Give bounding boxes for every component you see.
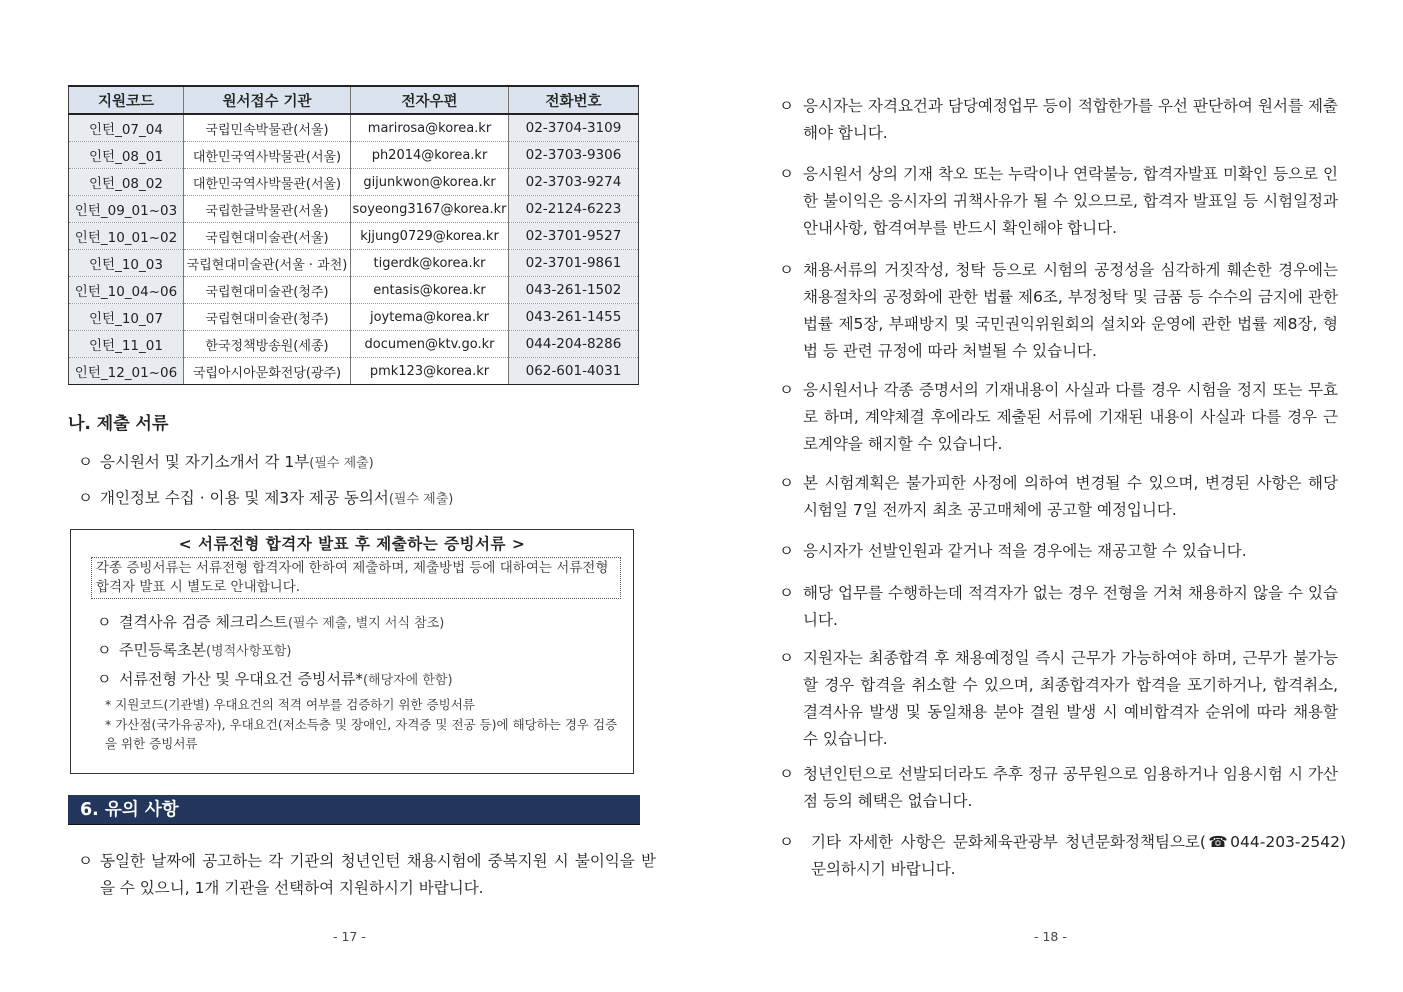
bullet-icon: ㅇ xyxy=(779,649,794,667)
cell-agency: 국립아시아문화전당(광주) xyxy=(184,358,351,385)
notice-item xyxy=(779,161,1338,242)
notice-item-text: 응시자는 자격요건과 담당예정업무 등이 적합한가를 우선 판단하여 원서를 제출해야 합니다. xyxy=(803,97,1338,142)
cell-phone: 02-3703-9274 xyxy=(509,169,639,196)
bullet-icon: ㅇ xyxy=(779,165,794,183)
evidence-box xyxy=(70,529,634,774)
cell-email: ph2014@korea.kr xyxy=(351,142,509,169)
cell-code: 인턴_07_04 xyxy=(69,114,184,142)
cell-code: 인턴_10_04~06 xyxy=(69,277,184,304)
bullet-icon: ㅇ xyxy=(779,833,794,851)
notice-item xyxy=(779,580,1338,634)
cell-phone: 043-261-1502 xyxy=(509,277,639,304)
table-row xyxy=(69,331,639,358)
notice-item-text: 청년인턴으로 선발되더라도 추후 정규 공무원으로 임용하거나 임용시험 시 가산점 등의 혜택은 없습니다. xyxy=(803,765,1338,810)
bullet-icon: ㅇ xyxy=(97,641,112,659)
cell-agency: 대한민국역사박물관(서울) xyxy=(184,169,351,196)
notice-item xyxy=(779,257,1338,365)
evidence-item-note: (해당자에 한함) xyxy=(362,673,453,688)
bullet-icon: ㅇ xyxy=(779,584,794,602)
bullet-icon: ㅇ xyxy=(78,489,93,507)
evidence-footnote-2: * 가산점(국가유공자), 우대요건(저소득층 및 장애인, 자격증 및 전공 등)에 해당하는 경우 검증을 위한 증빙서류 xyxy=(105,717,618,751)
cell-agency: 국립현대미술관(서울) xyxy=(184,223,351,250)
table-header-row xyxy=(69,86,639,114)
table-row xyxy=(69,250,639,277)
cell-agency: 한국정책방송원(세종) xyxy=(184,331,351,358)
evidence-item-text: 서류전형 가산 및 우대요건 증빙서류* xyxy=(119,670,363,688)
bullet-icon: ㅇ xyxy=(779,765,794,783)
evidence-item-1 xyxy=(97,611,444,632)
notice-item-text: 채용서류의 거짓작성, 청탁 등으로 시험의 공정성을 심각하게 훼손한 경우에는 채용절차의 공정화에 관한 법률 제6조, 부정청탁 및 금품 등 수수의 금지에 관한 법률 제5장, 부패방지 및 국민권익위원회의 설치와 운영에 관한 법률 제8장, 형법 등 관련 규정에 따라 처벌될 수 있습니다. xyxy=(803,261,1338,360)
bullet-icon: ㅇ xyxy=(78,453,93,471)
cell-code: 인턴_09_01~03 xyxy=(69,196,184,223)
cell-code: 인턴_12_01~06 xyxy=(69,358,184,385)
cell-code: 인턴_10_03 xyxy=(69,250,184,277)
header-phone: 전화번호 xyxy=(509,86,639,114)
notice-item-text: 기타 자세한 사항은 문화체육관광부 청년문화정책팀으로(☎044-203-2542) 문의하시기 바랍니다. xyxy=(811,833,1346,878)
cell-agency: 대한민국역사박물관(서울) xyxy=(184,142,351,169)
cell-code: 인턴_11_01 xyxy=(69,331,184,358)
submit-item-note: (필수 제출) xyxy=(309,456,374,471)
table-row xyxy=(69,277,639,304)
table-row xyxy=(69,196,639,223)
cell-agency: 국립현대미술관(청주) xyxy=(184,277,351,304)
cell-agency: 국립현대미술관(서울 · 과천) xyxy=(184,250,351,277)
bullet-icon: ㅇ xyxy=(97,613,112,631)
notice-item xyxy=(779,538,1338,565)
cell-code: 인턴_08_01 xyxy=(69,142,184,169)
notice-item-text: 지원자는 최종합격 후 채용예정일 즉시 근무가 가능하여야 하며, 근무가 불가능할 경우 합격을 취소할 수 있으며, 최종합격자가 합격을 포기하거나, 합격취소, 결격사유 발생 및 동일채용 분야 결원 발생 시 예비합격자 순위에 따라 채용할 수 있습니다. xyxy=(803,649,1338,748)
cell-email: joytema@korea.kr xyxy=(351,304,509,331)
bullet-icon: ㅇ xyxy=(78,852,93,870)
cell-email: pmk123@korea.kr xyxy=(351,358,509,385)
evidence-box-title: < 서류전형 합격자 발표 후 제출하는 증빙서류 > xyxy=(178,535,526,553)
evidence-item-2 xyxy=(97,639,291,660)
notice-item xyxy=(779,761,1338,815)
notice-item-text: 응시원서나 각종 증명서의 기재내용이 사실과 다를 경우 시험을 정지 또는 무효로 하며, 계약체결 후에라도 제출된 서류에 기재된 내용이 사실과 다를 경우 근로계약을 해지할 수 있습니다. xyxy=(803,381,1338,453)
evidence-item-text: 결격사유 검증 체크리스트 xyxy=(119,613,288,631)
page-number-17: - 17 - xyxy=(333,929,366,944)
submit-item-1 xyxy=(78,450,374,472)
notice-item-text: 해당 업무를 수행하는데 적격자가 없는 경우 전형을 거쳐 채용하지 않을 수 있습니다. xyxy=(803,584,1338,629)
evidence-item-3 xyxy=(97,668,453,689)
section6-text: 동일한 날짜에 공고하는 각 기관의 청년인턴 채용시험에 중복지원 시 불이익을 받을 수 있으니, 1개 기관을 선택하여 지원하시기 바랍니다. xyxy=(100,852,656,897)
cell-email: marirosa@korea.kr xyxy=(351,114,509,142)
cell-code: 인턴_10_01~02 xyxy=(69,223,184,250)
cell-email: kjjung0729@korea.kr xyxy=(351,223,509,250)
bullet-icon: ㅇ xyxy=(97,670,112,688)
notice-item-text: 응시자가 선발인원과 같거나 적을 경우에는 재공고할 수 있습니다. xyxy=(803,542,1247,560)
header-email: 전자우편 xyxy=(351,86,509,114)
bullet-icon: ㅇ xyxy=(779,474,794,492)
evidence-footnote-1: * 지원코드(기관별) 우대요건의 적격 여부를 검증하기 위한 증빙서류 xyxy=(105,697,475,712)
submit-item-text: 응시원서 및 자기소개서 각 1부 xyxy=(100,453,310,471)
cell-email: documen@ktv.go.kr xyxy=(351,331,509,358)
notice-item xyxy=(779,377,1338,458)
table-row xyxy=(69,142,639,169)
evidence-item-note: (병적사항포함) xyxy=(205,644,292,659)
contact-table xyxy=(68,85,639,385)
cell-phone: 043-261-1455 xyxy=(509,304,639,331)
section6-paragraph xyxy=(78,848,656,902)
table-row xyxy=(69,223,639,250)
table-row xyxy=(69,169,639,196)
cell-agency: 국립한글박물관(서울) xyxy=(184,196,351,223)
section-na-title: 나. 제출 서류 xyxy=(68,414,169,434)
table-row xyxy=(69,358,639,385)
evidence-box-note: 각종 증빙서류는 서류전형 합격자에 한하여 제출하며, 제출방법 등에 대하여는 서류전형 합격자 발표 시 별도로 안내합니다. xyxy=(91,557,621,599)
cell-phone: 02-3701-9527 xyxy=(509,223,639,250)
submit-item-note: (필수 제출) xyxy=(388,492,454,507)
cell-phone: 02-3704-3109 xyxy=(509,114,639,142)
cell-phone: 044-204-8286 xyxy=(509,331,639,358)
cell-email: gijunkwon@korea.kr xyxy=(351,169,509,196)
submit-item-text: 개인정보 수집 · 이용 및 제3자 제공 동의서 xyxy=(100,489,389,507)
notice-item xyxy=(779,470,1338,524)
header-code: 지원코드 xyxy=(69,86,184,114)
cell-phone: 02-3701-9861 xyxy=(509,250,639,277)
cell-phone: 062-601-4031 xyxy=(509,358,639,385)
right-page xyxy=(701,0,1403,992)
cell-email: soyeong3167@korea.kr xyxy=(351,196,509,223)
cell-email: entasis@korea.kr xyxy=(351,277,509,304)
cell-phone: 02-3703-9306 xyxy=(509,142,639,169)
section6-title: 6. 유의 사항 xyxy=(68,795,640,825)
left-page xyxy=(0,0,701,992)
bullet-icon: ㅇ xyxy=(779,97,794,115)
notice-item xyxy=(779,93,1338,147)
cell-email: tigerdk@korea.kr xyxy=(351,250,509,277)
cell-agency: 국립현대미술관(청주) xyxy=(184,304,351,331)
cell-code: 인턴_10_07 xyxy=(69,304,184,331)
bullet-icon: ㅇ xyxy=(779,542,794,560)
notice-item xyxy=(779,645,1338,753)
notice-item xyxy=(779,829,1346,883)
bullet-icon: ㅇ xyxy=(779,261,794,279)
evidence-item-text: 주민등록초본 xyxy=(119,641,206,659)
table-row xyxy=(69,114,639,142)
bullet-icon: ㅇ xyxy=(779,381,794,399)
notice-item-text: 응시원서 상의 기재 착오 또는 누락이나 연락불능, 합격자발표 미확인 등으로 인한 불이익은 응시자의 귀책사유가 될 수 있으므로, 합격자 발표일 등 시험일정과 안내사항, 합격여부를 반드시 확인해야 합니다. xyxy=(803,165,1338,237)
cell-phone: 02-2124-6223 xyxy=(509,196,639,223)
evidence-item-note: (필수 제출, 별지 서식 참조) xyxy=(287,616,445,631)
cell-agency: 국립민속박물관(서울) xyxy=(184,114,351,142)
table-row xyxy=(69,304,639,331)
page-number-18: - 18 - xyxy=(1034,929,1067,944)
submit-item-2 xyxy=(78,486,453,508)
table-body xyxy=(69,114,639,385)
header-agency: 원서접수 기관 xyxy=(184,86,351,114)
cell-code: 인턴_08_02 xyxy=(69,169,184,196)
notice-item-text: 본 시험계획은 불가피한 사정에 의하여 변경될 수 있으며, 변경된 사항은 해당 시험일 7일 전까지 최초 공고매체에 공고할 예정입니다. xyxy=(803,474,1338,519)
